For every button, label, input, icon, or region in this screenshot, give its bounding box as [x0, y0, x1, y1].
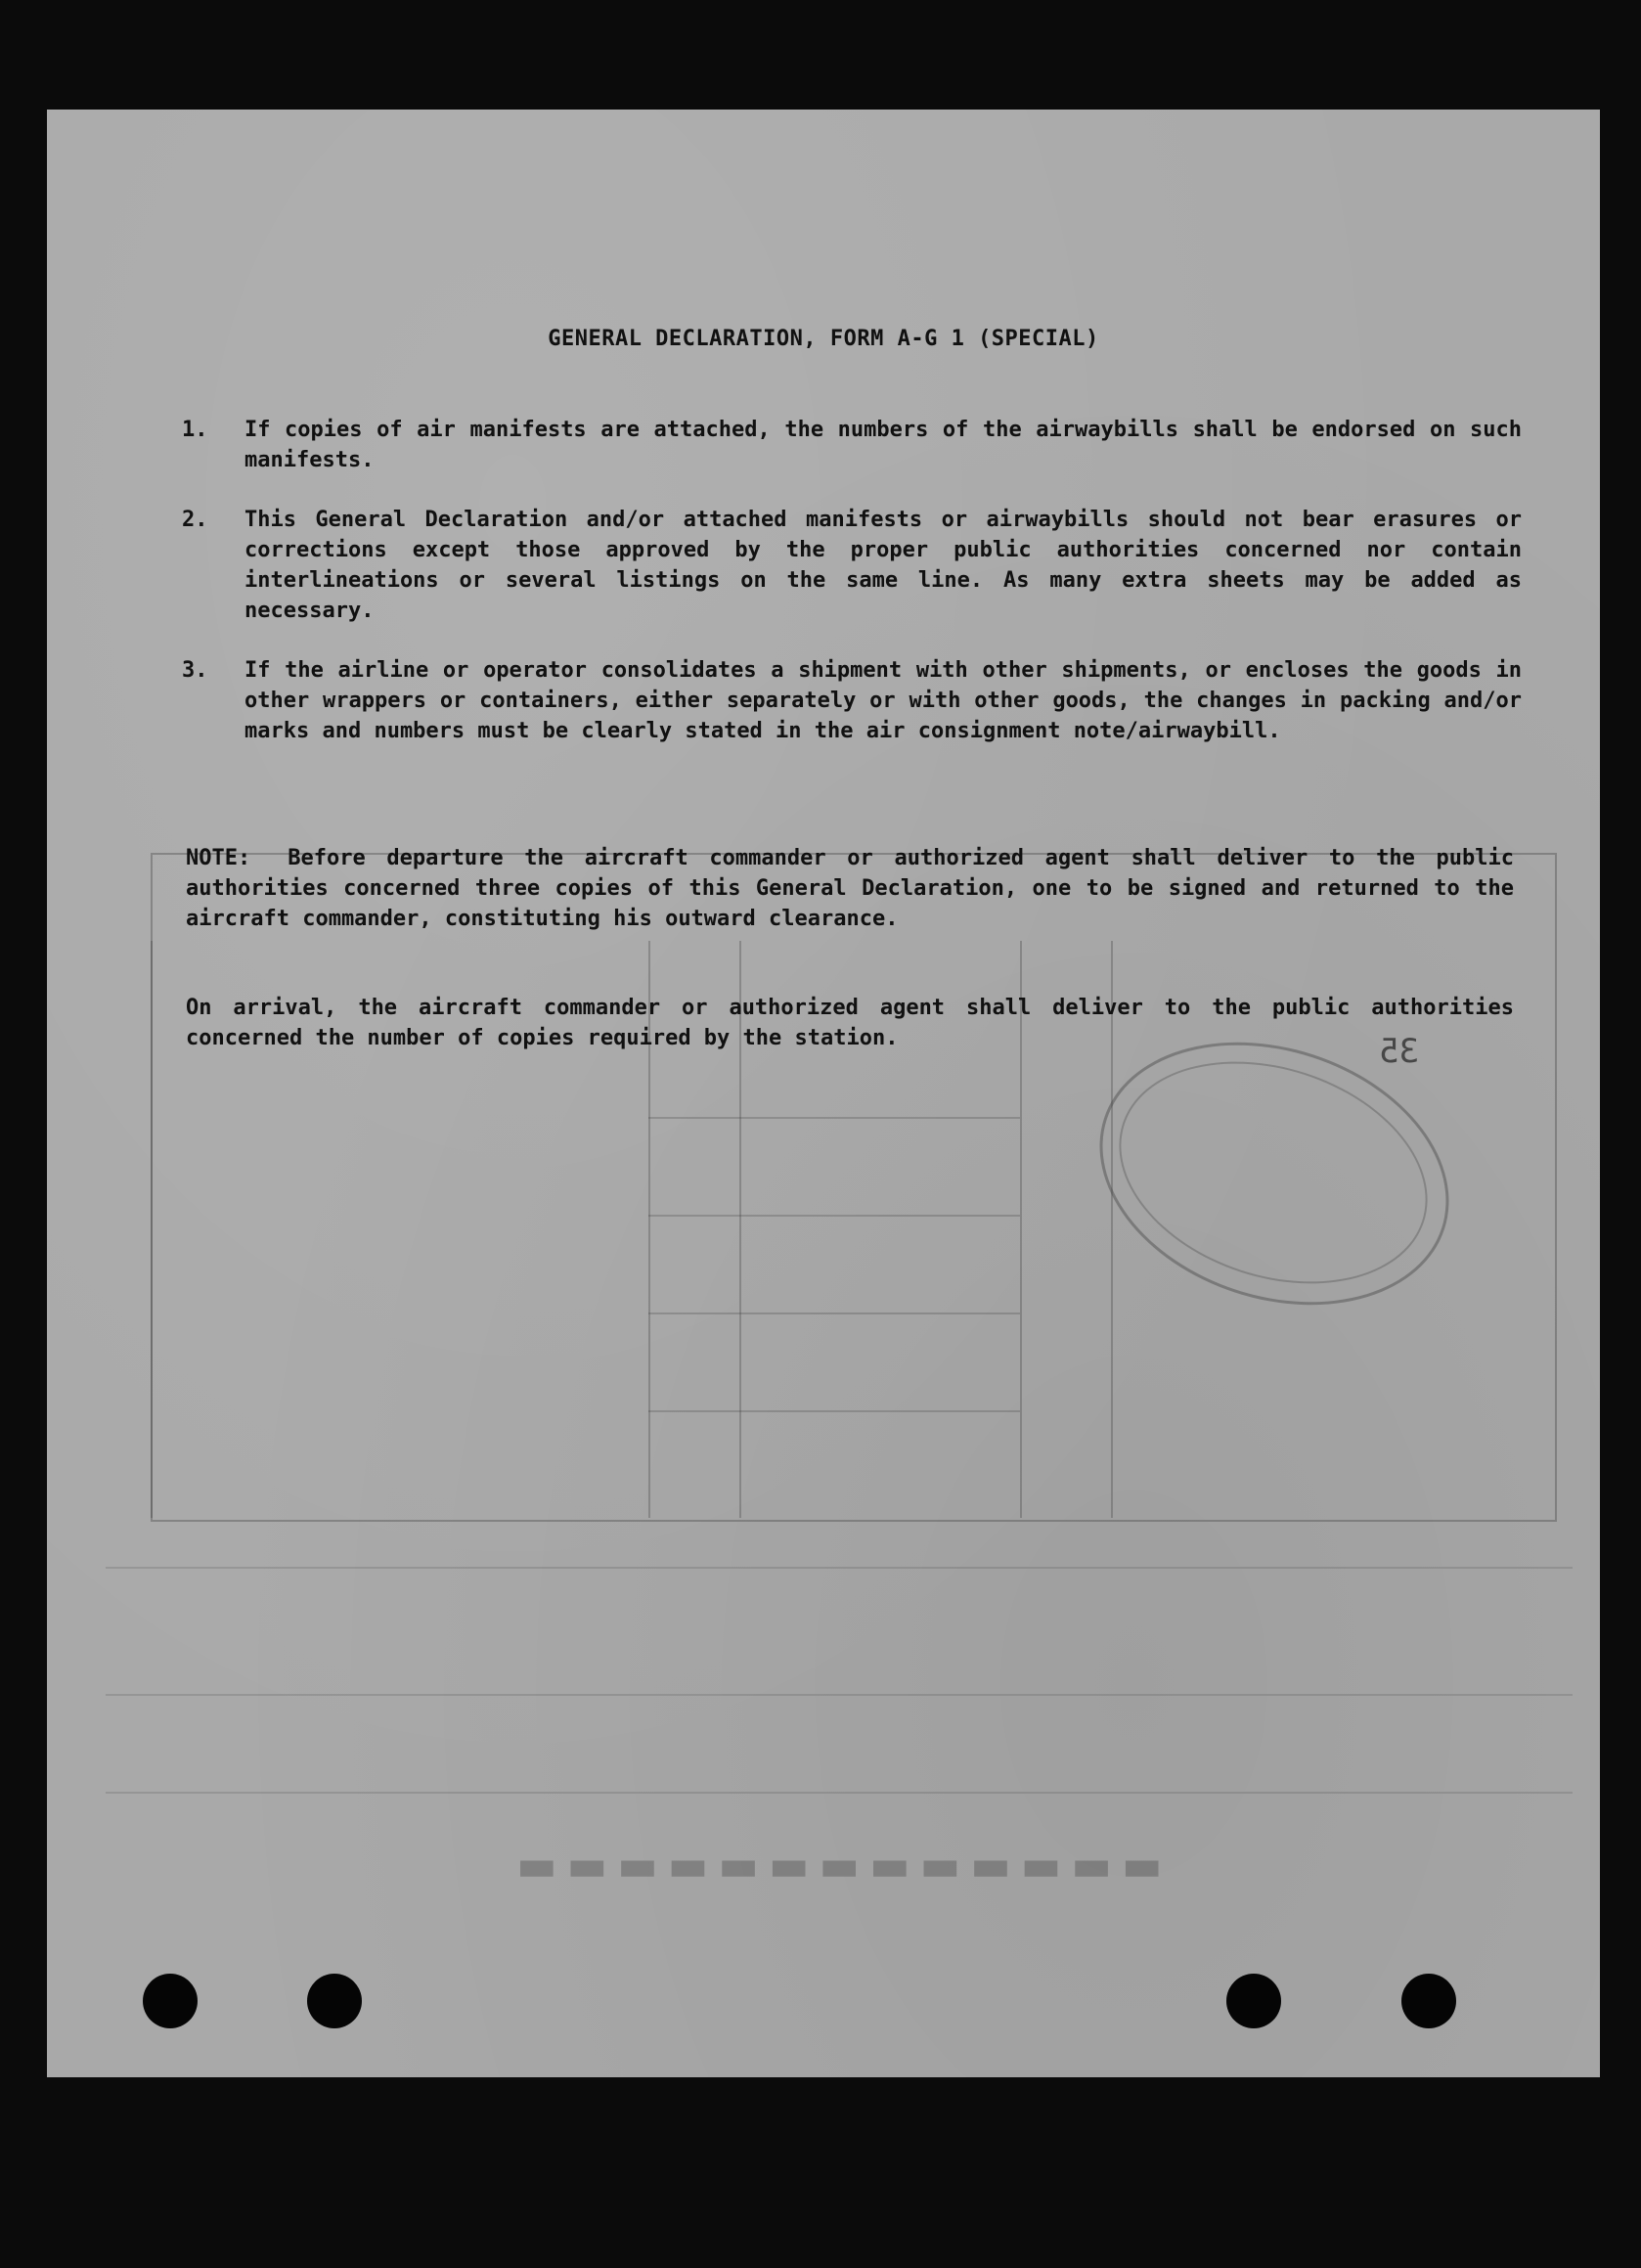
bleed-through-line [106, 1694, 1573, 1696]
bleed-through-line [106, 1792, 1573, 1794]
instruction-item-2 [182, 505, 1522, 626]
item-number: 3. [182, 658, 208, 683]
bleed-through-line [648, 1215, 1020, 1217]
item-number: 1. [182, 418, 208, 442]
note-label: NOTE: [186, 846, 251, 870]
note-paragraph [186, 843, 1514, 934]
punch-hole [143, 1974, 198, 2028]
document-sheet [47, 110, 1600, 2077]
punch-hole [1401, 1974, 1456, 2028]
bleed-through-line [106, 1567, 1573, 1569]
bleed-through-heading: ▬▬▬▬▬▬▬▬▬▬▬▬▬ [507, 1841, 1163, 1890]
item-text: If copies of air manifests are attached, the numbers of the airwaybills shall be endorsed on such manifests. [244, 418, 1522, 472]
bleed-through-line [648, 1312, 1020, 1314]
instruction-item-1 [182, 415, 1522, 475]
note-text: Before departure the aircraft commander or authorized agent shall deliver to the public authorities concerned three copies of this General Declaration, one to be signed and returned to the aircraft commander, constituting his outward clearance. [186, 846, 1514, 931]
item-text: If the airline or operator consolidates a shipment with other shipments, or encloses the goods in other wrappers or containers, either separately or with other goods, the changes in packing and/or marks and numbers must be clearly stated in the air consignment note/airwaybill. [244, 658, 1522, 743]
instruction-item-3 [182, 655, 1522, 746]
page-number: 35 [1379, 1032, 1419, 1071]
bleed-through-line [648, 1410, 1020, 1412]
item-text: This General Declaration and/or attached manifests or airwaybills should not bear erasures or corrections except those approved by the proper public authorities concerned nor contain interlineations or several listings on the same line. As many extra sheets may be added as necessary. [244, 508, 1522, 623]
item-number: 2. [182, 508, 208, 532]
page-title: GENERAL DECLARATION, FORM A-G 1 (SPECIAL) [548, 327, 1099, 351]
arrival-paragraph: On arrival, the aircraft commander or authorized agent shall deliver to the public authorities concerned the number of copies required by the station. [186, 996, 1514, 1050]
bleed-through-line [151, 941, 153, 1518]
punch-hole [1226, 1974, 1281, 2028]
punch-hole [307, 1974, 362, 2028]
bleed-through-line [648, 1117, 1020, 1119]
